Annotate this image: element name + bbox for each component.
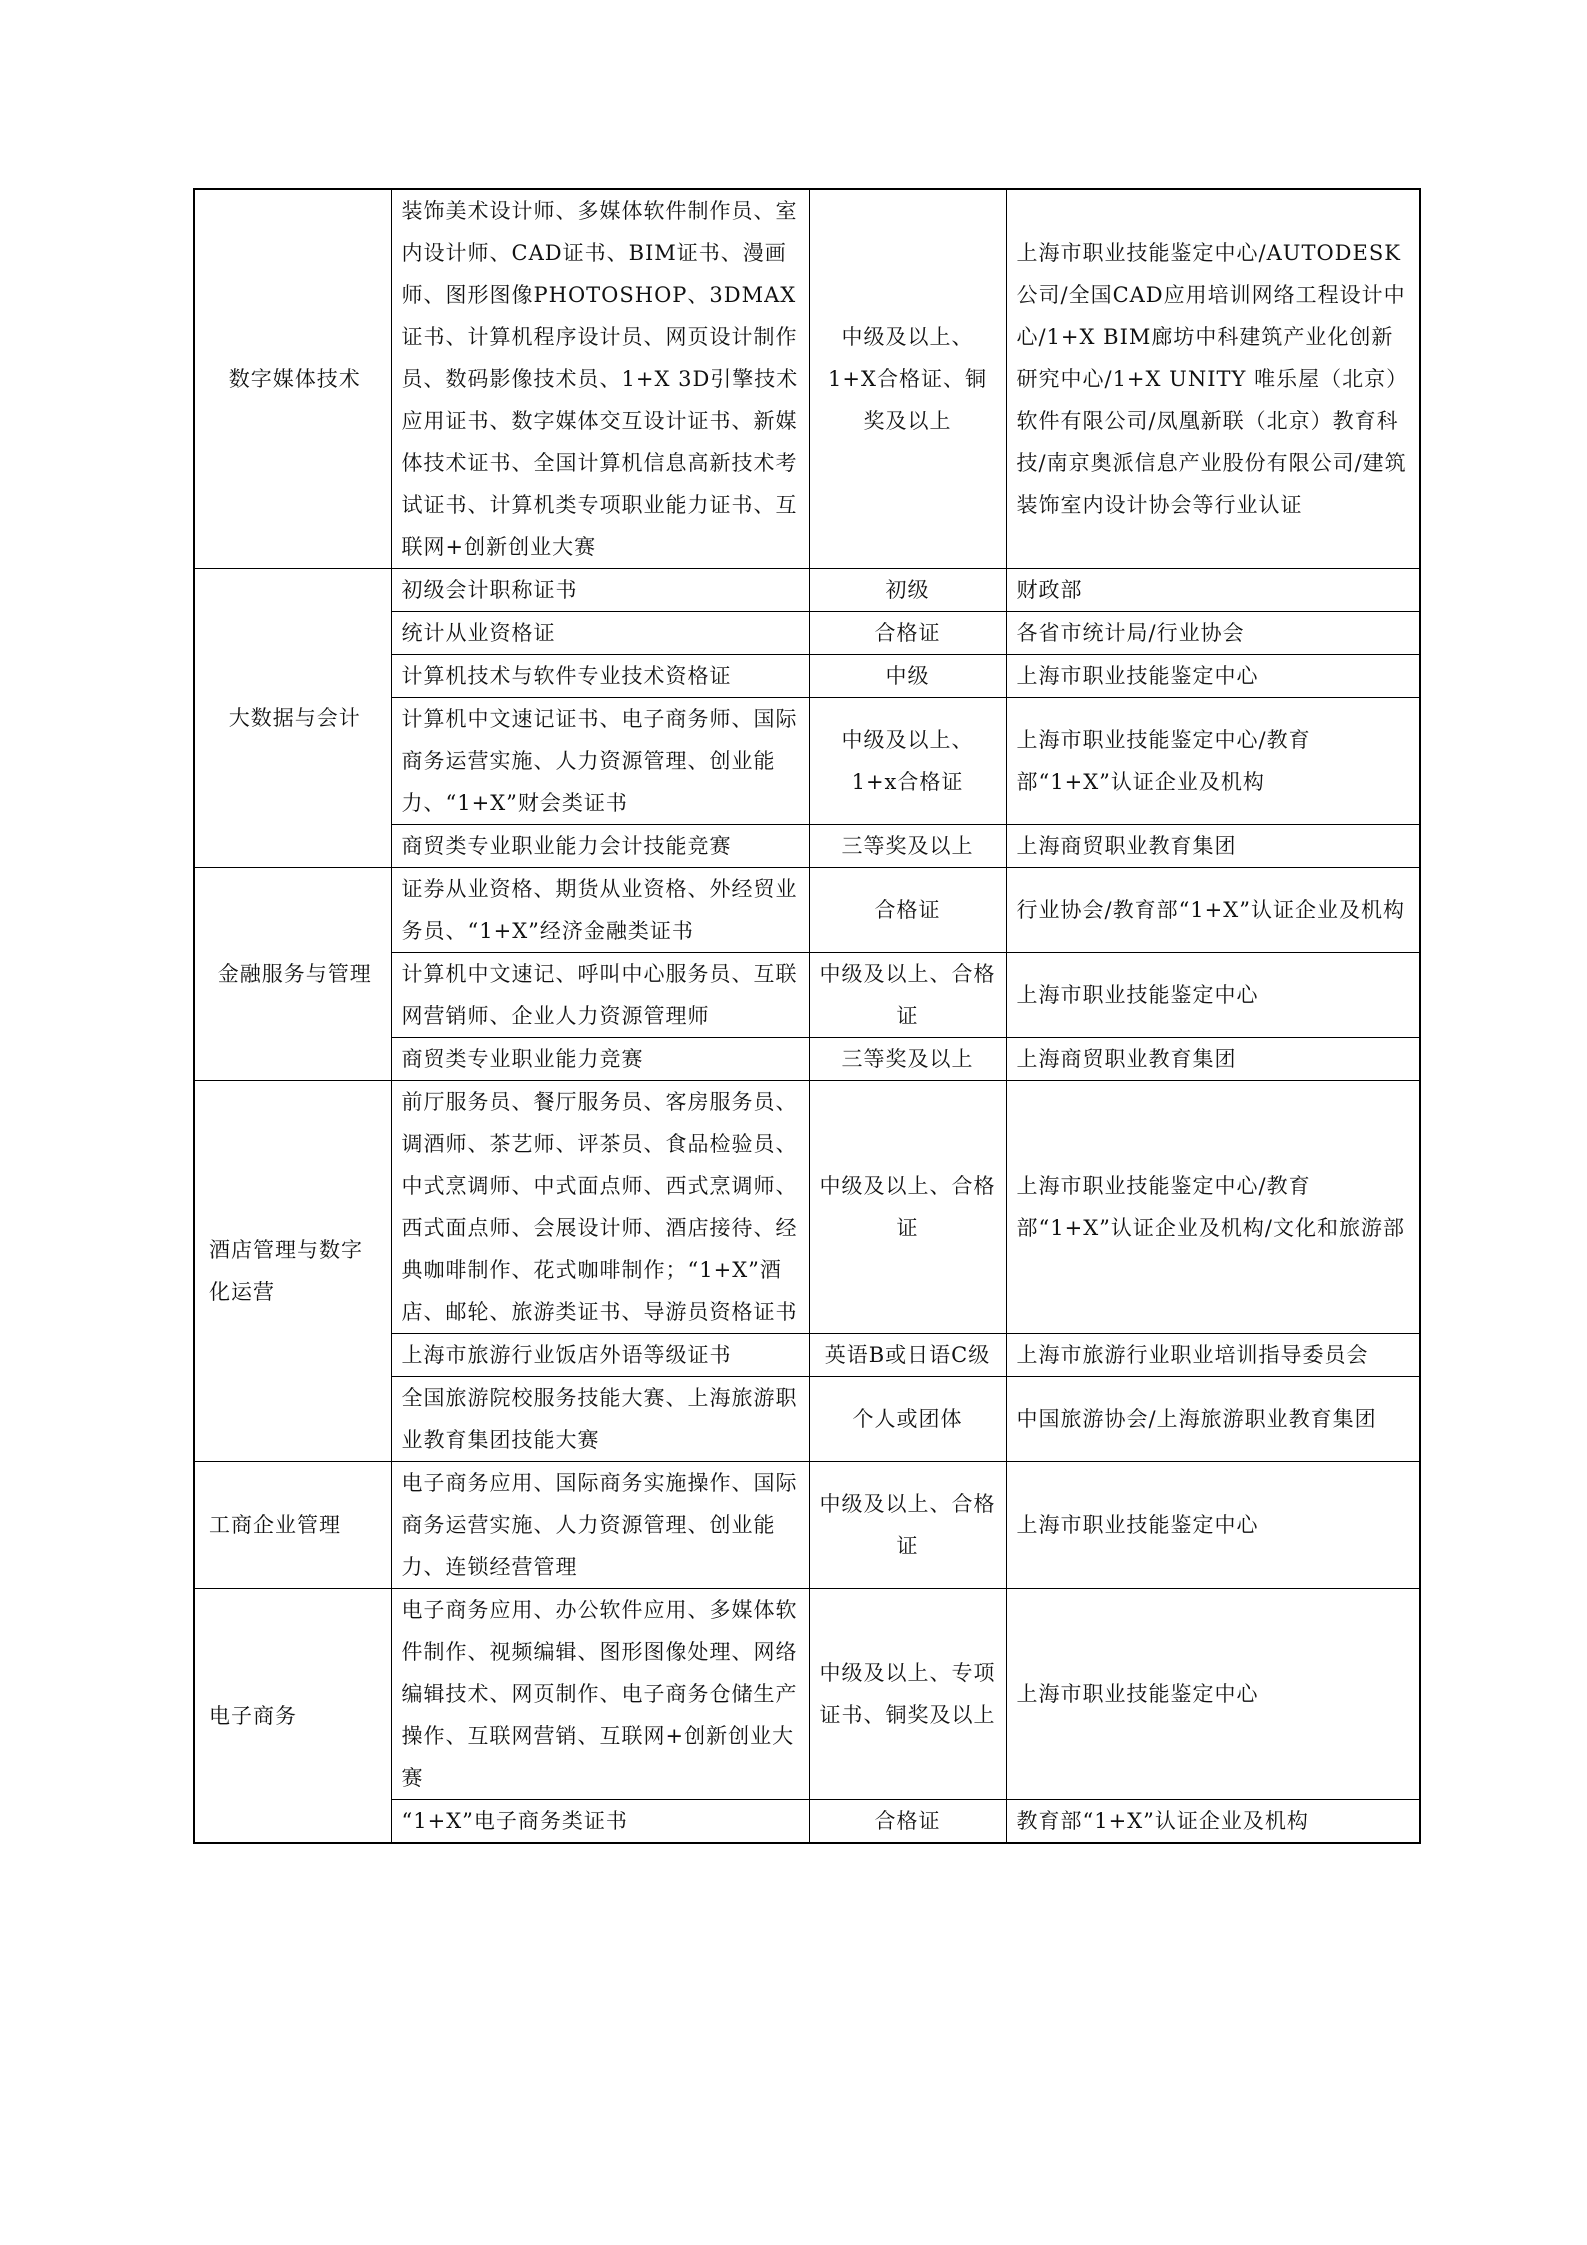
level-cell: 中级及以上、1+X合格证、铜奖及以上: [809, 189, 1006, 569]
issuer-cell: 上海市职业技能鉴定中心/AUTODESK公司/全国CAD应用培训网络工程设计中心/1+X BIM廊坊中科建筑产业化创新研究中心/1+X UNITY 唯乐屋（北京）软件有限公司/凤凰新联（北京）教育科技/南京奥派信息产业股份有限公司/建筑装饰室内设计协会等行业认证: [1006, 189, 1420, 569]
issuer-cell: 行业协会/教育部“1+X”认证企业及机构: [1006, 868, 1420, 953]
level-cell: 合格证: [809, 1800, 1006, 1844]
issuer-cell: 上海市职业技能鉴定中心: [1006, 655, 1420, 698]
major-name-cell: 工商企业管理: [194, 1462, 391, 1589]
table-row: [194, 1462, 1420, 1589]
issuer-cell: 上海市职业技能鉴定中心: [1006, 1589, 1420, 1800]
level-cell: 中级及以上、合格证: [809, 953, 1006, 1038]
certificate-table-body: [194, 189, 1420, 1843]
issuer-cell: 财政部: [1006, 569, 1420, 612]
issuer-cell: 中国旅游协会/上海旅游职业教育集团: [1006, 1377, 1420, 1462]
major-name-cell: 电子商务: [194, 1589, 391, 1844]
level-cell: 个人或团体: [809, 1377, 1006, 1462]
level-cell: 合格证: [809, 868, 1006, 953]
major-name-cell: 大数据与会计: [194, 569, 391, 868]
issuer-cell: 上海商贸职业教育集团: [1006, 1038, 1420, 1081]
issuer-cell: 教育部“1+X”认证企业及机构: [1006, 1800, 1420, 1844]
certificate-cell: 计算机中文速记、呼叫中心服务员、互联网营销师、企业人力资源管理师: [391, 953, 809, 1038]
major-name-cell: 金融服务与管理: [194, 868, 391, 1081]
certificate-cell: 商贸类专业职业能力竞赛: [391, 1038, 809, 1081]
issuer-cell: 上海市职业技能鉴定中心: [1006, 953, 1420, 1038]
certificate-cell: 上海市旅游行业饭店外语等级证书: [391, 1334, 809, 1377]
issuer-cell: 上海市职业技能鉴定中心/教育部“1+X”认证企业及机构/文化和旅游部: [1006, 1081, 1420, 1334]
level-cell: 三等奖及以上: [809, 825, 1006, 868]
certificate-cell: 计算机技术与软件专业技术资格证: [391, 655, 809, 698]
level-cell: 初级: [809, 569, 1006, 612]
table-row: [194, 1589, 1420, 1800]
certificate-cell: 商贸类专业职业能力会计技能竞赛: [391, 825, 809, 868]
level-cell: 中级及以上、合格证: [809, 1462, 1006, 1589]
issuer-cell: 上海市职业技能鉴定中心/教育部“1+X”认证企业及机构: [1006, 698, 1420, 825]
certificate-cell: 初级会计职称证书: [391, 569, 809, 612]
certificate-cell: 电子商务应用、办公软件应用、多媒体软件制作、视频编辑、图形图像处理、网络编辑技术、网页制作、电子商务仓储生产操作、互联网营销、互联网+创新创业大赛: [391, 1589, 809, 1800]
certificate-cell: 计算机中文速记证书、电子商务师、国际商务运营实施、人力资源管理、创业能力、“1+X”财会类证书: [391, 698, 809, 825]
level-cell: 中级及以上、专项证书、铜奖及以上: [809, 1589, 1006, 1800]
level-cell: 中级及以上、合格证: [809, 1081, 1006, 1334]
table-row: [194, 868, 1420, 953]
certificate-cell: 前厅服务员、餐厅服务员、客房服务员、调酒师、茶艺师、评茶员、食品检验员、中式烹调师、中式面点师、西式烹调师、西式面点师、会展设计师、酒店接待、经典咖啡制作、花式咖啡制作；“1+X”酒店、邮轮、旅游类证书、导游员资格证书: [391, 1081, 809, 1334]
certificate-cell: 电子商务应用、国际商务实施操作、国际商务运营实施、人力资源管理、创业能力、连锁经营管理: [391, 1462, 809, 1589]
table-row: [194, 189, 1420, 569]
level-cell: 三等奖及以上: [809, 1038, 1006, 1081]
certificate-cell: 装饰美术设计师、多媒体软件制作员、室内设计师、CAD证书、BIM证书、漫画师、图形图像PHOTOSHOP、3DMAX证书、计算机程序设计员、网页设计制作员、数码影像技术员、1+X 3D引擎技术应用证书、数字媒体交互设计证书、新媒体技术证书、全国计算机信息高新技术考试证书、计算机类专项职业能力证书、互联网+创新创业大赛: [391, 189, 809, 569]
major-name-cell: 酒店管理与数字化运营: [194, 1081, 391, 1462]
level-cell: 英语B或日语C级: [809, 1334, 1006, 1377]
level-cell: 中级及以上、1+x合格证: [809, 698, 1006, 825]
level-cell: 合格证: [809, 612, 1006, 655]
issuer-cell: 上海市旅游行业职业培训指导委员会: [1006, 1334, 1420, 1377]
issuer-cell: 各省市统计局/行业协会: [1006, 612, 1420, 655]
issuer-cell: 上海商贸职业教育集团: [1006, 825, 1420, 868]
certificate-cell: 全国旅游院校服务技能大赛、上海旅游职业教育集团技能大赛: [391, 1377, 809, 1462]
table-row: [194, 569, 1420, 612]
level-cell: 中级: [809, 655, 1006, 698]
issuer-cell: 上海市职业技能鉴定中心: [1006, 1462, 1420, 1589]
certificate-table: [193, 188, 1421, 1844]
table-row: [194, 1081, 1420, 1334]
certificate-cell: 统计从业资格证: [391, 612, 809, 655]
major-name-cell: 数字媒体技术: [194, 189, 391, 569]
certificate-cell: “1+X”电子商务类证书: [391, 1800, 809, 1844]
certificate-cell: 证券从业资格、期货从业资格、外经贸业务员、“1+X”经济金融类证书: [391, 868, 809, 953]
